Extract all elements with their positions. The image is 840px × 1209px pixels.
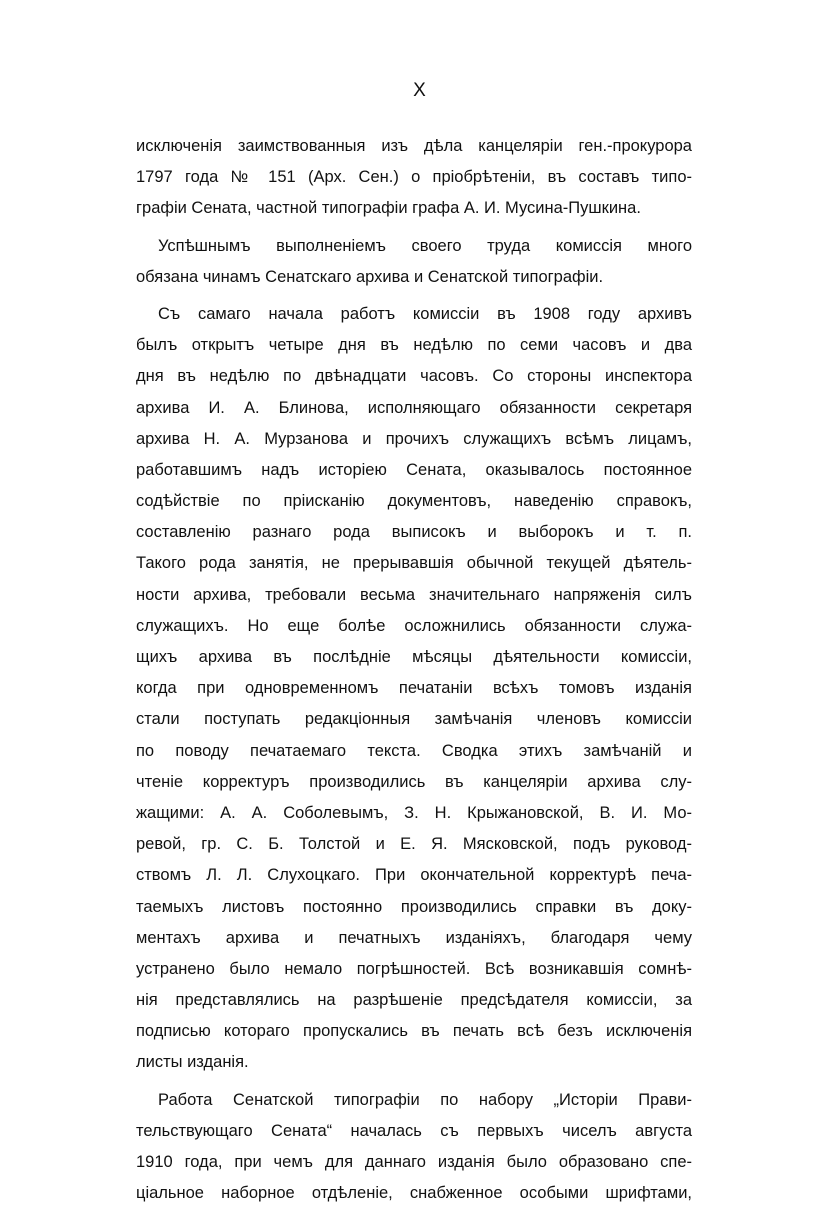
text-line: когда при одновременномъ печатаніи всѣхъ томовъ изданія bbox=[136, 679, 692, 698]
text-line: листы изданія. bbox=[136, 1053, 249, 1072]
text-line: по поводу печатаемаго текста. Сводка этихъ замѣчаній и bbox=[136, 741, 692, 760]
text-line: 1910 года, при чемъ для даннаго изданія было образовано спе- bbox=[136, 1153, 692, 1171]
text-line: щихъ архива въ послѣдніе мѣсяцы дѣятельности комиссіи, bbox=[136, 648, 692, 666]
paragraph bbox=[136, 1085, 692, 1209]
text-line: дня въ недѣлю по двѣнадцати часовъ. Со стороны инспектора bbox=[136, 367, 692, 386]
text-line: исключенія заимствованныя изъ дѣла канцеляріи ген.-прокурора bbox=[136, 137, 692, 155]
paragraph bbox=[136, 231, 692, 293]
text-line: архива И. А. Блинова, исполняющаго обязанности секретаря bbox=[136, 398, 692, 417]
text-line: Съ самаго начала работъ комиссіи въ 1908 году архивъ bbox=[158, 304, 692, 323]
text-line: графіи Сената, частной типографіи графа А. И. Мусина-Пушкина. bbox=[136, 199, 641, 218]
text-line: былъ открытъ четыре дня въ недѣлю по семи часовъ и два bbox=[136, 336, 692, 355]
text-line: Успѣшнымъ выполненіемъ своего труда комиссія много bbox=[158, 236, 692, 255]
text-line: составленію разнаго рода выписокъ и выборокъ и т. п. bbox=[136, 523, 692, 542]
page-number: X bbox=[413, 80, 427, 101]
text-line: содѣйствіе по пріисканію документовъ, наведенію справокъ, bbox=[136, 492, 692, 511]
text-line: тельствующаго Сената“ началась съ первыхъ чиселъ августа bbox=[136, 1121, 692, 1140]
text-line: архива Н. А. Мурзанова и прочихъ служащихъ всѣмъ лицамъ, bbox=[136, 429, 692, 448]
text-line: обязана чинамъ Сенатскаго архива и Сенатской типографіи. bbox=[136, 267, 604, 286]
text-line: устранено было немало погрѣшностей. Всѣ возникавшія сомнѣ- bbox=[136, 959, 692, 978]
paragraph bbox=[136, 299, 692, 1079]
text-line: таемыхъ листовъ постоянно производились справки въ доку- bbox=[136, 897, 692, 916]
text-line: ціальное наборное отдѣленіе, снабженное особыми шрифтами, bbox=[136, 1184, 692, 1203]
body-text bbox=[136, 131, 692, 1209]
text-line: 1797 года № 151 (Арх. Сен.) о пріобрѣтеніи, въ составъ типо- bbox=[136, 168, 692, 187]
text-line: ствомъ Л. Л. Слухоцкаго. При окончательной корректурѣ печа- bbox=[136, 866, 692, 885]
text-line: Работа Сенатской типографіи по набору „Исторіи Прави- bbox=[158, 1090, 692, 1109]
paragraph bbox=[136, 131, 692, 225]
text-line: чтеніе корректуръ производились въ канцеляріи архива слу- bbox=[136, 772, 692, 791]
text-line: Такого рода занятія, не прерывавшія обычной текущей дѣятель- bbox=[136, 554, 692, 573]
text-line: работавшимъ надъ исторіею Сената, оказывалось постоянное bbox=[136, 460, 692, 479]
text-line: ревой, гр. С. Б. Толстой и Е. Я. Мясковской, подъ руковод- bbox=[136, 835, 692, 854]
text-line: служащихъ. Но еще болѣе осложнились обязанности служа- bbox=[136, 616, 692, 635]
text-line: жащими: А. А. Соболевымъ, З. Н. Крыжановской, В. И. Мо- bbox=[136, 803, 692, 822]
text-line: подписью котораго пропускались въ печать всѣ безъ исключенія bbox=[136, 1022, 692, 1041]
text-line: стали поступать редакціонныя замѣчанія членовъ комиссіи bbox=[136, 710, 692, 729]
text-line: ности архива, требовали весьма значительнаго напряженія силъ bbox=[136, 585, 692, 604]
text-line: нія представлялись на разрѣшеніе предсѣдателя комиссіи, за bbox=[136, 991, 692, 1010]
text-line: ментахъ архива и печатныхъ изданіяхъ, благодаря чему bbox=[136, 928, 692, 947]
